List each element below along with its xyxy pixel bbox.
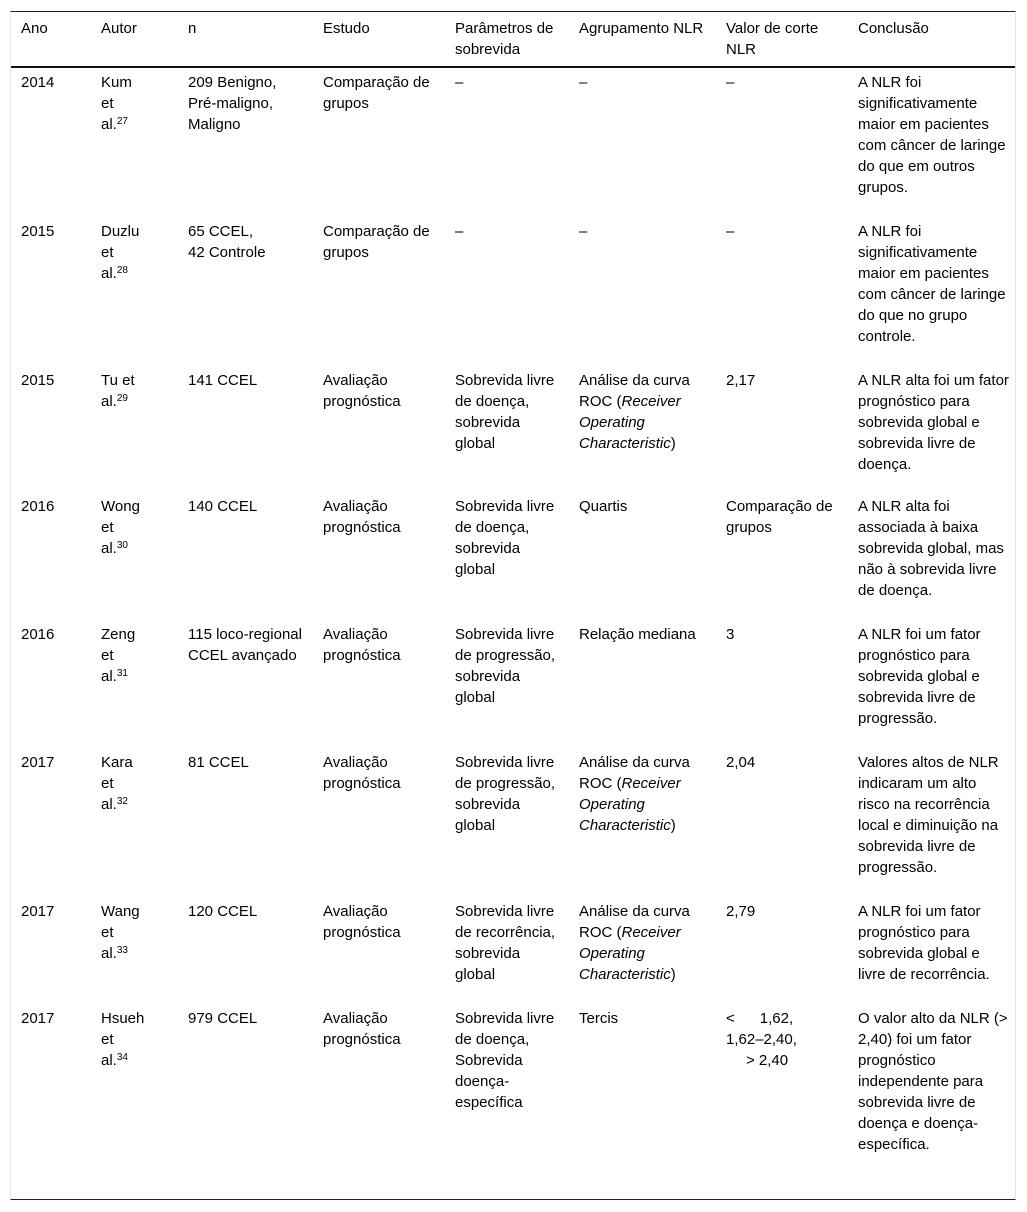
- cell-autor: [91, 620, 178, 748]
- cell-ano: 2016: [21, 498, 55, 515]
- cell-n: [178, 217, 313, 366]
- cell-agrupamento: [569, 897, 716, 1004]
- cell-estudo: Avaliação prognóstica: [323, 626, 401, 664]
- table-row: [11, 620, 1015, 748]
- autor-et: et: [101, 519, 114, 536]
- cell-parametros: –: [455, 223, 464, 240]
- cell-autor: [91, 67, 178, 217]
- header-agrupamento: Agrupamento NLR: [579, 20, 704, 37]
- cell-ano: 2015: [21, 372, 55, 389]
- cell-agrupamento: –: [579, 74, 588, 91]
- cell-ano: 2017: [21, 754, 55, 771]
- cell-valor: 3: [726, 626, 735, 643]
- n-line: 65 CCEL,: [188, 223, 254, 240]
- cell-autor: [91, 1004, 178, 1158]
- valor-line: > 2,40: [746, 1052, 789, 1069]
- cell-estudo: Comparação de grupos: [323, 223, 430, 261]
- cell-parametros: Sobrevida livre de recorrência, sobrevida global: [455, 903, 556, 983]
- cell-agrupamento: Tercis: [579, 1010, 619, 1027]
- autor-name: Hsueh: [101, 1010, 145, 1027]
- table-header-row: [11, 12, 1015, 67]
- cell-ano: 2014: [21, 74, 55, 91]
- agrupamento-close: ): [670, 435, 676, 452]
- cell-n: 979 CCEL: [188, 1010, 258, 1027]
- autor-al: al.: [101, 116, 117, 133]
- cell-ano: 2015: [21, 223, 55, 240]
- cell-n: 115 loco-regional CCEL avançado: [188, 626, 302, 664]
- cell-conclusao: A NLR alta foi associada à baixa sobrevida global, mas não à sobrevida livre de doença.: [858, 498, 1004, 599]
- agrupamento-text: Análise da curva ROC (: [579, 754, 690, 792]
- cell-estudo: Comparação de grupos: [323, 74, 430, 112]
- header-ano: Ano: [21, 20, 48, 37]
- autor-et: et: [101, 1031, 114, 1048]
- cell-n: 141 CCEL: [188, 372, 258, 389]
- cell-valor: Comparação de grupos: [726, 498, 833, 536]
- cell-agrupamento: [569, 748, 716, 897]
- cell-conclusao: A NLR foi significativamente maior em pacientes com câncer de laringe do que no grupo controle.: [858, 223, 1006, 345]
- autor-al: al.: [101, 945, 117, 962]
- cell-autor: [91, 366, 178, 492]
- header-conclusao: Conclusão: [858, 20, 929, 37]
- reference-number[interactable]: 32: [116, 796, 128, 807]
- cell-valor: 2,17: [726, 372, 756, 389]
- cell-valor: [716, 1004, 848, 1158]
- cell-conclusao: A NLR foi um fator prognóstico para sobrevida global e sobrevida livre de progressão.: [858, 626, 981, 727]
- header-n: n: [188, 20, 197, 37]
- table-frame: [10, 11, 1016, 1200]
- autor-al: al.: [101, 265, 117, 282]
- cell-estudo: Avaliação prognóstica: [323, 498, 401, 536]
- autor-name: Kara: [101, 754, 133, 771]
- reference-number[interactable]: 27: [116, 116, 128, 127]
- cell-agrupamento: [569, 366, 716, 492]
- autor-al: al.: [101, 668, 117, 685]
- cell-n: 140 CCEL: [188, 498, 258, 515]
- nlr-studies-table: [11, 12, 1015, 1158]
- agrupamento-italic: Receiver Operating Characteristic: [579, 775, 681, 834]
- table-row: [11, 748, 1015, 897]
- cell-estudo: Avaliação prognóstica: [323, 903, 401, 941]
- cell-valor: –: [726, 223, 735, 240]
- header-autor: Autor: [101, 20, 137, 37]
- table-row: [11, 492, 1015, 620]
- cell-parametros: Sobrevida livre de doença, Sobrevida doença-específica: [455, 1010, 555, 1111]
- table-row: [11, 67, 1015, 217]
- agrupamento-italic: Receiver Operating Characteristic: [579, 924, 681, 983]
- autor-name: Wong: [101, 498, 140, 515]
- cell-conclusao: A NLR foi um fator prognóstico para sobrevida global e livre de recorrência.: [858, 903, 990, 983]
- header-estudo: Estudo: [323, 20, 370, 37]
- cell-autor: [91, 217, 178, 366]
- cell-estudo: Avaliação prognóstica: [323, 372, 401, 410]
- cell-parametros: Sobrevida livre de progressão, sobrevida global: [455, 754, 556, 834]
- cell-valor: 2,04: [726, 754, 756, 771]
- autor-et: et: [101, 95, 114, 112]
- table-row: [11, 897, 1015, 1004]
- cell-n: 120 CCEL: [188, 903, 258, 920]
- cell-n: 81 CCEL: [188, 754, 249, 771]
- cell-parametros: –: [455, 74, 464, 91]
- cell-parametros: Sobrevida livre de doença, sobrevida global: [455, 372, 555, 452]
- autor-et: et: [101, 244, 114, 261]
- valor-line: 1,62–2,40,: [726, 1031, 797, 1048]
- cell-autor: [91, 897, 178, 1004]
- reference-number[interactable]: 31: [116, 668, 128, 679]
- cell-parametros: Sobrevida livre de progressão, sobrevida global: [455, 626, 556, 706]
- cell-conclusao: Valores altos de NLR indicaram um alto risco na recorrência local e diminuição na sobrevida livre de progressão.: [858, 754, 999, 876]
- cell-ano: 2017: [21, 903, 55, 920]
- n-line: 42 Controle: [188, 244, 266, 261]
- header-parametros: Parâmetros de sobrevida: [455, 20, 554, 58]
- cell-autor: [91, 492, 178, 620]
- cell-estudo: Avaliação prognóstica: [323, 1010, 401, 1048]
- cell-valor: –: [726, 74, 735, 91]
- cell-valor: 2,79: [726, 903, 756, 920]
- table-row: [11, 1004, 1015, 1158]
- cell-autor: [91, 748, 178, 897]
- autor-al: al.: [101, 540, 117, 557]
- reference-number[interactable]: 28: [116, 265, 128, 276]
- autor-et: et: [101, 647, 114, 664]
- table-row: [11, 366, 1015, 492]
- autor-al: al.: [101, 1052, 117, 1069]
- autor-name: Duzlu: [101, 223, 140, 240]
- agrupamento-text: Análise da curva ROC (: [579, 903, 690, 941]
- autor-et: et: [101, 775, 114, 792]
- autor-et: et: [101, 924, 114, 941]
- cell-conclusao: A NLR foi significativamente maior em pacientes com câncer de laringe do que em outros grupos.: [858, 74, 1006, 196]
- reference-number[interactable]: 30: [116, 540, 128, 551]
- autor-name: Kum: [101, 74, 132, 91]
- cell-conclusao: O valor alto da NLR (> 2,40) foi um fator prognóstico independente para sobrevida livre de doença e doença-específica.: [858, 1010, 1008, 1153]
- header-valor: Valor de corte NLR: [726, 20, 819, 58]
- cell-ano: 2016: [21, 626, 55, 643]
- autor-name: Wang: [101, 903, 140, 920]
- cell-agrupamento: Quartis: [579, 498, 628, 515]
- cell-ano: 2017: [21, 1010, 55, 1027]
- table-row: [11, 217, 1015, 366]
- reference-number[interactable]: 29: [116, 393, 128, 404]
- cell-n: 209 Benigno, Pré-maligno, Maligno: [188, 74, 277, 133]
- agrupamento-italic: Receiver Operating Characteristic: [579, 393, 681, 452]
- cell-agrupamento: –: [579, 223, 588, 240]
- autor-al: al.: [101, 796, 117, 813]
- agrupamento-close: ): [670, 817, 676, 834]
- cell-conclusao: A NLR alta foi um fator prognóstico para sobrevida global e sobrevida livre de doença.: [858, 372, 1009, 473]
- valor-line: < 1,62,: [726, 1010, 794, 1027]
- autor-al: al.: [101, 393, 117, 410]
- reference-number[interactable]: 34: [116, 1052, 128, 1063]
- autor-name: Tu et: [101, 372, 135, 389]
- cell-parametros: Sobrevida livre de doença, sobrevida global: [455, 498, 555, 578]
- cell-estudo: Avaliação prognóstica: [323, 754, 401, 792]
- agrupamento-close: ): [670, 966, 676, 983]
- reference-number[interactable]: 33: [116, 945, 128, 956]
- autor-name: Zeng: [101, 626, 136, 643]
- cell-agrupamento: Relação mediana: [579, 626, 696, 643]
- agrupamento-text: Análise da curva ROC (: [579, 372, 690, 410]
